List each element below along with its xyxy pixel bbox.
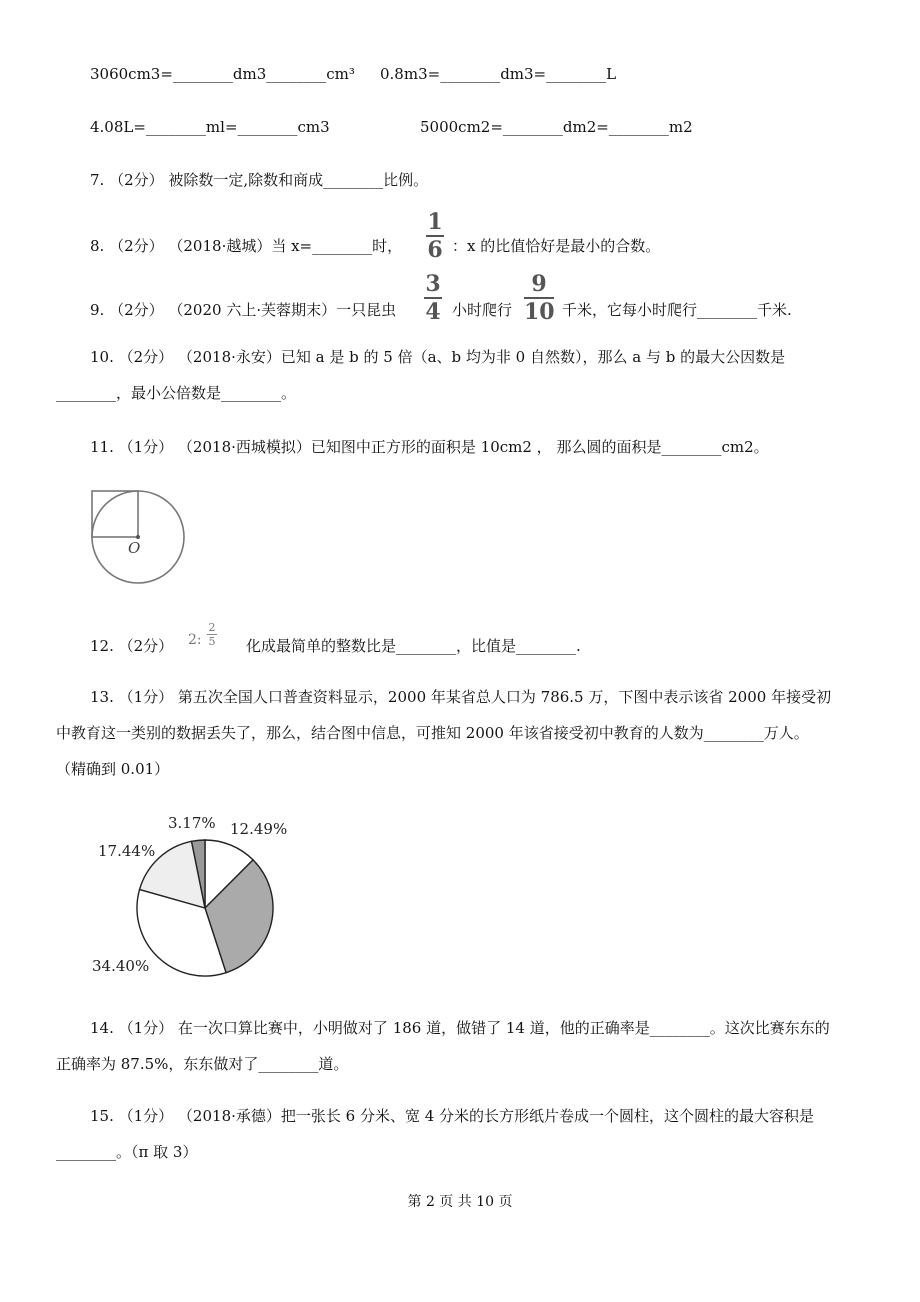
question-9-text-mid: 小时爬行 [452, 301, 513, 319]
question-15-line-1: 15. （1分） （2018·承德）把一张长 6 分米、宽 4 分米的长方形纸片卷成一个圆柱，这个圆柱的最大容积是 [90, 1107, 815, 1125]
question-12-ratio-fraction [207, 622, 217, 647]
question-12-ratio-whole: 2: [188, 632, 202, 648]
label-3-17: 3.17% [168, 814, 216, 832]
question-13-line-2: 中教育这一类别的数据丢失了，那么，结合图中信息，可推知 2000 年该省接受初中教育的人数为________万人。 [56, 724, 809, 742]
question-11: 11. （1分） （2018·西城模拟）已知图中正方形的面积是 10cm2 ， 那么圆的面积是________cm2。 [90, 438, 769, 456]
question-8-text-end: ：x 的比值恰好是最小的合数。 [452, 237, 661, 255]
question-13-line-1: 13. （1分） 第五次全国人口普查资料显示，2000 年某省总人口为 786.5 万，下图中表示该省 2000 年接受初 [90, 688, 832, 706]
fraction-denominator: 5 [208, 635, 216, 648]
center-label: O [128, 539, 141, 557]
question-8-fraction [426, 211, 444, 261]
label-12-49: 12.49% [230, 820, 288, 838]
question-10-line-2: ________，最小公倍数是________。 [56, 384, 297, 402]
label-17-44: 17.44% [98, 842, 156, 860]
unit-conversion-cm3: 3060cm3=________dm3________cm³ [90, 65, 355, 83]
fraction-numerator: 3 [425, 271, 441, 297]
fraction-numerator: 9 [531, 271, 547, 297]
question-14-line-1: 14. （1分） 在一次口算比赛中，小明做对了 186 道，做错了 14 道，他的正确率是________。这次比赛东东的 [90, 1019, 830, 1037]
fraction-denominator: 10 [524, 299, 555, 325]
fraction-denominator: 4 [425, 299, 441, 325]
population-pie-chart [88, 808, 298, 988]
unit-conversion-m3: 0.8m3=________dm3=________L [380, 65, 617, 83]
fraction-numerator: 1 [427, 209, 443, 235]
question-8-text: 8. （2分） （2018·越城）当 x=________时， [90, 237, 403, 255]
question-15-line-2: ________。（π 取 3） [56, 1143, 198, 1161]
question-12-number: 12. （2分） [90, 637, 174, 655]
fraction-numerator: 2 [208, 621, 216, 634]
fraction-denominator: 6 [427, 237, 443, 263]
question-9-text-end: 千米，它每小时爬行________千米. [562, 301, 792, 319]
square-circle-figure [88, 485, 192, 585]
question-10-line-1: 10. （2分） （2018·永安）已知 a 是 b 的 5 倍（a、b 均为非 0 自然数），那么 a 与 b 的最大公因数是 [90, 348, 786, 366]
question-9-distance-fraction [524, 273, 554, 323]
question-7: 7. （2分） 被除数一定,除数和商成________比例。 [90, 171, 429, 189]
question-9-text: 9. （2分） （2020 六上·芙蓉期末）一只昆虫 [90, 301, 397, 319]
unit-conversion-liter: 4.08L=________ml=________cm3 [90, 118, 330, 136]
page-footer: 第 2 页 共 10 页 [407, 1194, 513, 1210]
question-12-text: 化成最简单的整数比是________，比值是________. [246, 637, 581, 655]
unit-conversion-cm2: 5000cm2=________dm2=________m2 [420, 118, 693, 136]
question-9-time-fraction [424, 273, 442, 323]
question-14-line-2: 正确率为 87.5%，东东做对了________道。 [56, 1055, 349, 1073]
label-34-40: 34.40% [92, 957, 150, 975]
question-13-line-3: （精确到 0.01） [56, 760, 170, 778]
